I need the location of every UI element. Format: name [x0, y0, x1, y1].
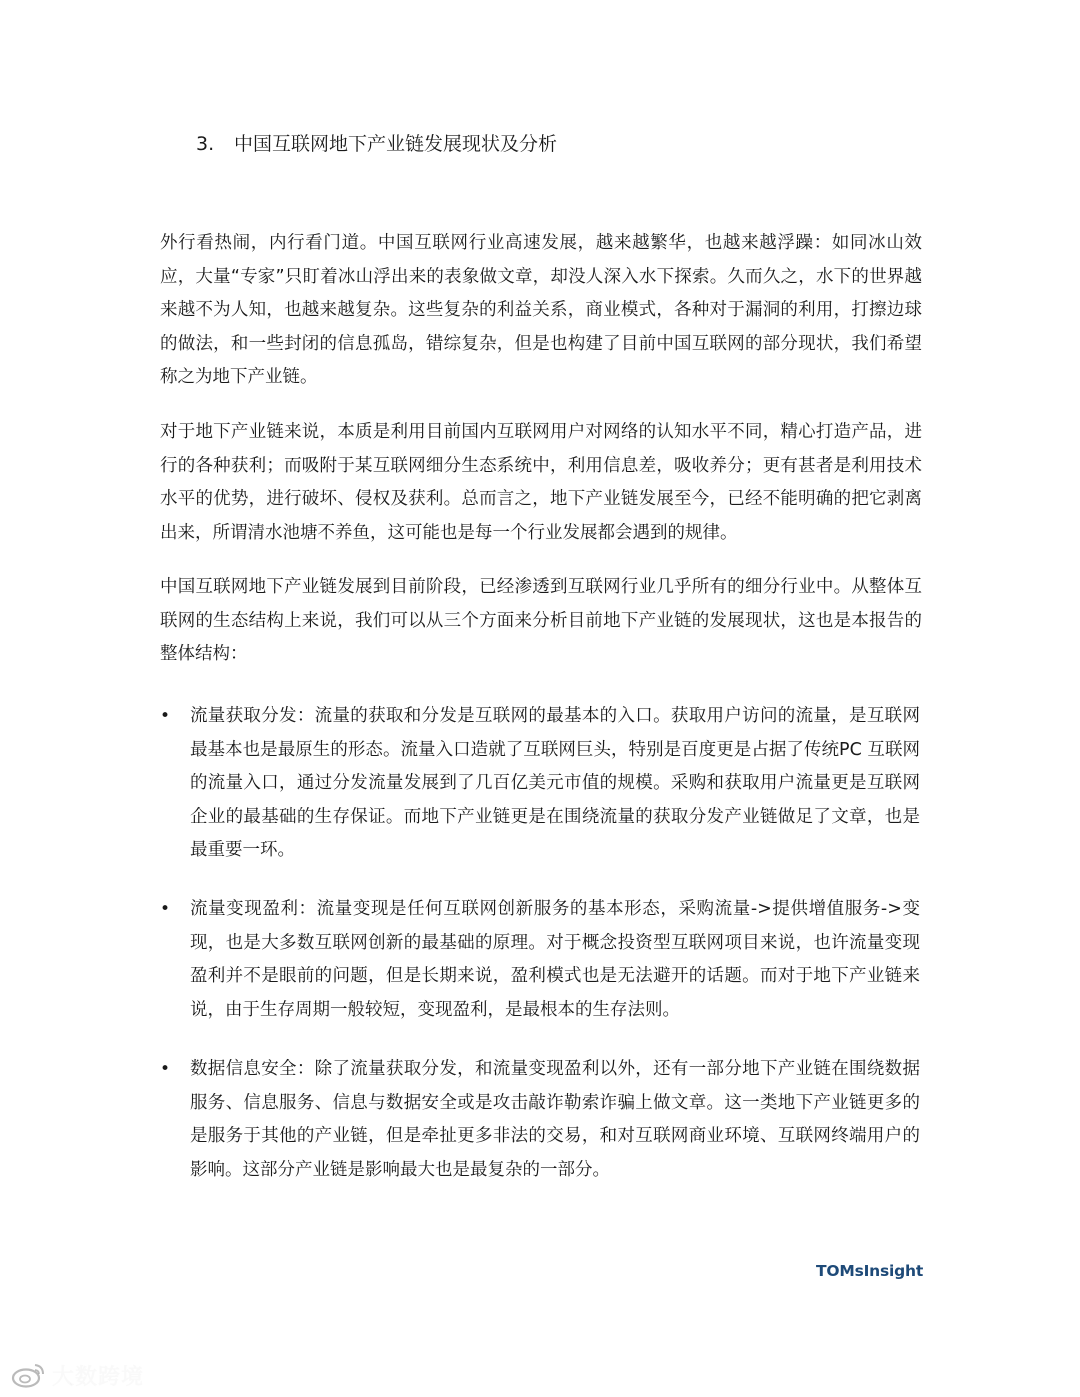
section-heading: [196, 128, 557, 160]
watermark-text: 大数跨境: [52, 1364, 145, 1390]
section-title: 中国互联网地下产业链发展现状及分析: [234, 133, 558, 155]
list-item-text: 数据信息安全：除了流量获取分发，和流量变现盈利以外，还有一部分地下产业链在围绕数据服务、信息服务、信息与数据安全或是攻击敲诈勒索诈骗上做文章。这一类地下产业链更多的是服务于其他的产业链，但是牵扯更多非法的交易，和对互联网商业环境、互联网终端用户的影响。这部分产业链是影响最大也是最复杂的一部分。: [190, 1059, 920, 1180]
weibo-like-icon: [10, 1362, 46, 1388]
bullet-icon: •: [160, 1059, 171, 1079]
paragraph-essence: 对于地下产业链来说，本质是利用目前国内互联网用户对网络的认知水平不同，精心打造产品，进行的各种获利；而吸附于某互联网细分生态系统中，利用信息差，吸收养分；更有甚者是利用技术水平的优势，进行破坏、侵权及获利。总而言之，地下产业链发展至今，已经不能明确的把它剥离出来，所谓清水池塘不养鱼，这可能也是每一个行业发展都会遇到的规律。: [160, 422, 922, 543]
bullet-icon: •: [160, 899, 171, 919]
list-item-text: 流量变现盈利：流量变现是任何互联网创新服务的基本形态，采购流量->提供增值服务->变现，也是大多数互联网创新的最基础的原理。对于概念投资型互联网项目来说，也许流量变现盈利并不是眼前的问题，但是长期来说，盈利模式也是无法避开的话题。而对于地下产业链来说，由于生存周期一般较短，变现盈利，是最根本的生存法则。: [190, 899, 920, 1020]
watermark: [10, 1360, 144, 1390]
brand-logo-text: TOMsInsight: [816, 1262, 924, 1280]
section-number: 3.: [196, 133, 215, 155]
paragraph-structure: 中国互联网地下产业链发展到目前阶段，已经渗透到互联网行业几乎所有的细分行业中。从整体互联网的生态结构上来说，我们可以从三个方面来分析目前地下产业链的发展现状，这也是本报告的整体结构：: [160, 577, 922, 664]
paragraph-intro: 外行看热闹，内行看门道。中国互联网行业高速发展，越来越繁华，也越来越浮躁：如同冰山效应，大量“专家”只盯着冰山浮出来的表象做文章，却没人深入水下探索。久而久之，水下的世界越来越不为人知，也越来越复杂。这些复杂的利益关系，商业模式，各种对于漏洞的利用，打擦边球的做法，和一些封闭的信息孤岛，错综复杂，但是也构建了目前中国互联网的部分现状，我们希望称之为地下产业链。: [160, 233, 922, 387]
list-item-text: 流量获取分发：流量的获取和分发是互联网的最基本的入口。获取用户访问的流量，是互联网最基本也是最原生的形态。流量入口造就了互联网巨头，特别是百度更是占据了传统PC 互联网的流量入口，通过分发流量发展到了几百亿美元市值的规模。采购和获取用户流量更是互联网企业的最基础的生存保证。而地下产业链更是在围绕流量的获取分发产业链做足了文章，也是最重要一环。: [190, 706, 920, 860]
bullet-icon: •: [160, 706, 171, 726]
